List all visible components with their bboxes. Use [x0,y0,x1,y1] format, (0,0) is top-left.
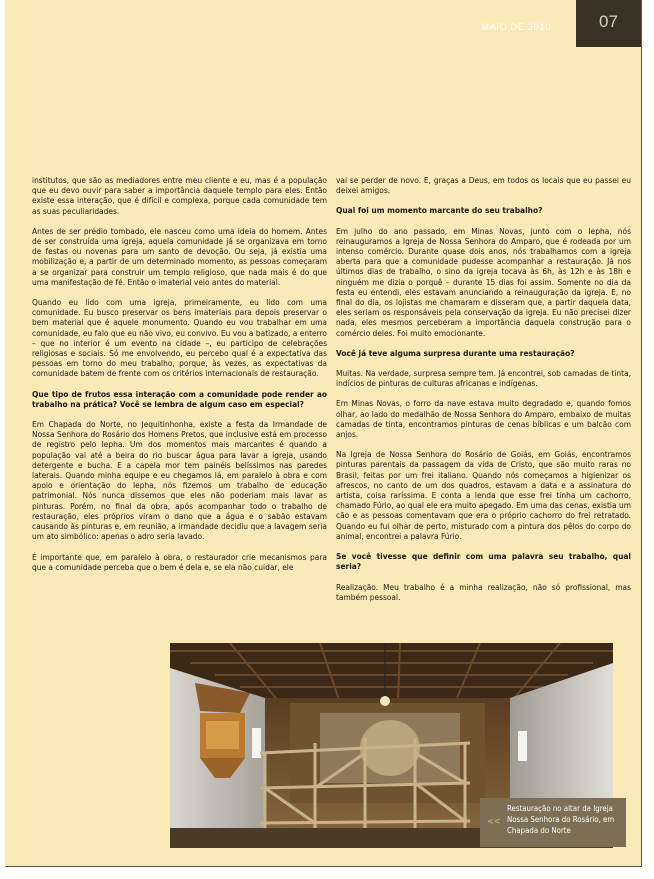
page-number: 07 [599,12,618,31]
interview-question: Você já teve alguma surpresa durante uma restauração? [336,347,575,358]
paragraph: Na Igreja de Nossa Senhora do Rosário de Goiás, em Goiás, encontramos pinturas parentais da passagem da vida de Cristo, que são muito raras no Brasil, feitas por um frei italiano. Quando nós começamos a higienizar os afrescos, no canto de um dos quadros, estavam a data e a assinatura do artista, coisa raríssima. E conta a lenda que esse frei tinha um cachorro, chamado Fúrio, ao qual ele era muito apegado. Em uma das cenas, existia um cão e as pessoas comentavam que era o próprio cachorro do frei retratado. Quando eu fui olhar de perto, misturado com a pintura dos pêlos do corpo do animal, encontrei a palavra Fúrio. [336,449,631,541]
right-column [336,175,631,612]
paragraph: Em Minas Novas, o forro da nave estava muito degradado e, quando fomos olhar, ao lado do medalhão de Nossa Senhora do Amparo, embaixo de muitas camadas de tinta, encontramos pinturas de cenas bíblicas e um balcão com anjos. [336,398,631,440]
paragraph: Em julho do ano passado, em Minas Novas, junto com o Iepha, nós reinauguramos a Igreja de Nossa Senhora do Amparo, que é rodeada por um intenso comércio. Durante quase dois anos, nós trabalhamos com a igreja aberta para que a comunidade pudesse acompanhar a restauração. Já nos últimos dias de trabalho, o sino da igreja tocava às 6h, às 12h e às 18h e ninguém me dizia o porquê – durante 15 dias foi assim. Somente no dia da festa eu entendi, eles estavam anunciando a reinauguração da igreja. E, no final do dia, os lojistas me chamaram e disseram que, a partir daquela data, eles seriam os responsáveis pela conservação da igreja. Eu não precisei dizer nada, eles mesmos perceberam a importância daquela construção para o comércio deles. Foi muito emocionante. [336,225,631,338]
paragraph: Antes de ser prédio tombado, ele nasceu como uma ideia do homem. Antes de ser construída uma igreja, aquela comunidade já se organizava em torno de festas ou novenas para um santo de devoção. Ou seja, já existia uma mobilização e, a partir de um determinado momento, as pessoas começaram a se organizar para construir um templo religioso, que nada mais é do que uma manifestação de fé. Então o imaterial veio antes do material. [32,225,327,287]
photo-caption: Restauração no altar da Igreja Nossa Senhora do Rosário, em Chapada do Norte [507,804,615,835]
paragraph: Quando eu lido com uma igreja, primeiramente, eu lido com uma comunidade. Eu busco preservar os bens imateriais para depois preservar o bem material que é aquele monumento. Quando eu vou trabalhar em uma comunidade, eu falo que eu não vivo, eu convivo. Eu vou a batizado, a enterro – que no interior é um evento na cidade –, eu participo de celebrações religiosas e sociais. Só me envolvendo, eu percebo qual é a expectativa das pessoas em torno do meu trabalho, porque, às vezes, as expectativas da comunidade batem de frente com os critérios internacionais de restauração. [32,297,327,379]
interview-question: Qual foi um momento marcante do seu trabalho? [336,205,543,216]
interview-question: Que tipo de frutos essa interação com a comunidade pode render ao trabalho na prática? Você se lembra de algum caso em especial? [32,388,327,409]
left-column [32,175,327,582]
paragraph: Muitas. Na verdade, surpresa sempre tem. Já encontrei, sob camadas de tinta, indícios de pinturas de culturas africanas e indígenas. [336,368,631,389]
photo-caption-box [480,798,626,847]
page-number-box [576,0,641,47]
paragraph: É importante que, em paralelo à obra, o restaurador crie mecanismos para que a comunidade perceba que o bem é dela e, se ela não cuidar, ele [32,551,327,572]
paragraph: Realização. Meu trabalho é a minha realização, não só profissional, mas também pessoal. [336,581,631,602]
interview-question: Se você tivesse que definir com uma palavra seu trabalho, qual seria? [336,551,631,572]
paragraph: vai se perder de novo. E, graças a Deus, em todos os locais que eu passei eu deixei amigos. [336,175,631,196]
issue-date: MAIO DE 2010 [481,22,551,33]
magazine-page [5,0,642,867]
paragraph: Em Chapada do Norte, no Jequitinhonha, existe a festa da Irmandade de Nossa Senhora do Rosário dos Homens Pretos, que inclusive está em processo de registro pelo Iepha. Um dos momentos mais marcantes é quando a população vai até a beira do rio buscar água para lavar a igreja, usando detergente e bucha. E a capela mor tem painéis belíssimos nas paredes laterais. Quando minha equipe e eu chegamos lá, em paralelo à obra e com apoio e orientação do Iepha, nós fizemos um trabalho de educação patrimonial. Nós nunca dissemos que eles não poderiam mais lavar as pinturas. Porém, no final da obra, após acompanhar todo o trabalho de restauração, eles próprios viram o dano que a água e o sabão estavam causando às pinturas e, em reunião, a irmandade decidiu que a lavagem seria um ato simbólico: apenas o adro seria lavado. [32,419,327,542]
caption-arrows: << [487,817,501,827]
paragraph: institutos, que são as mediadores entre meu cliente e eu, mas é a população que eu devo ouvir para saber a importância daquele templo para eles. Então existe essa interação, que é difícil e complexa, porque cada comunidade tem as suas peculiaridades. [32,175,327,216]
